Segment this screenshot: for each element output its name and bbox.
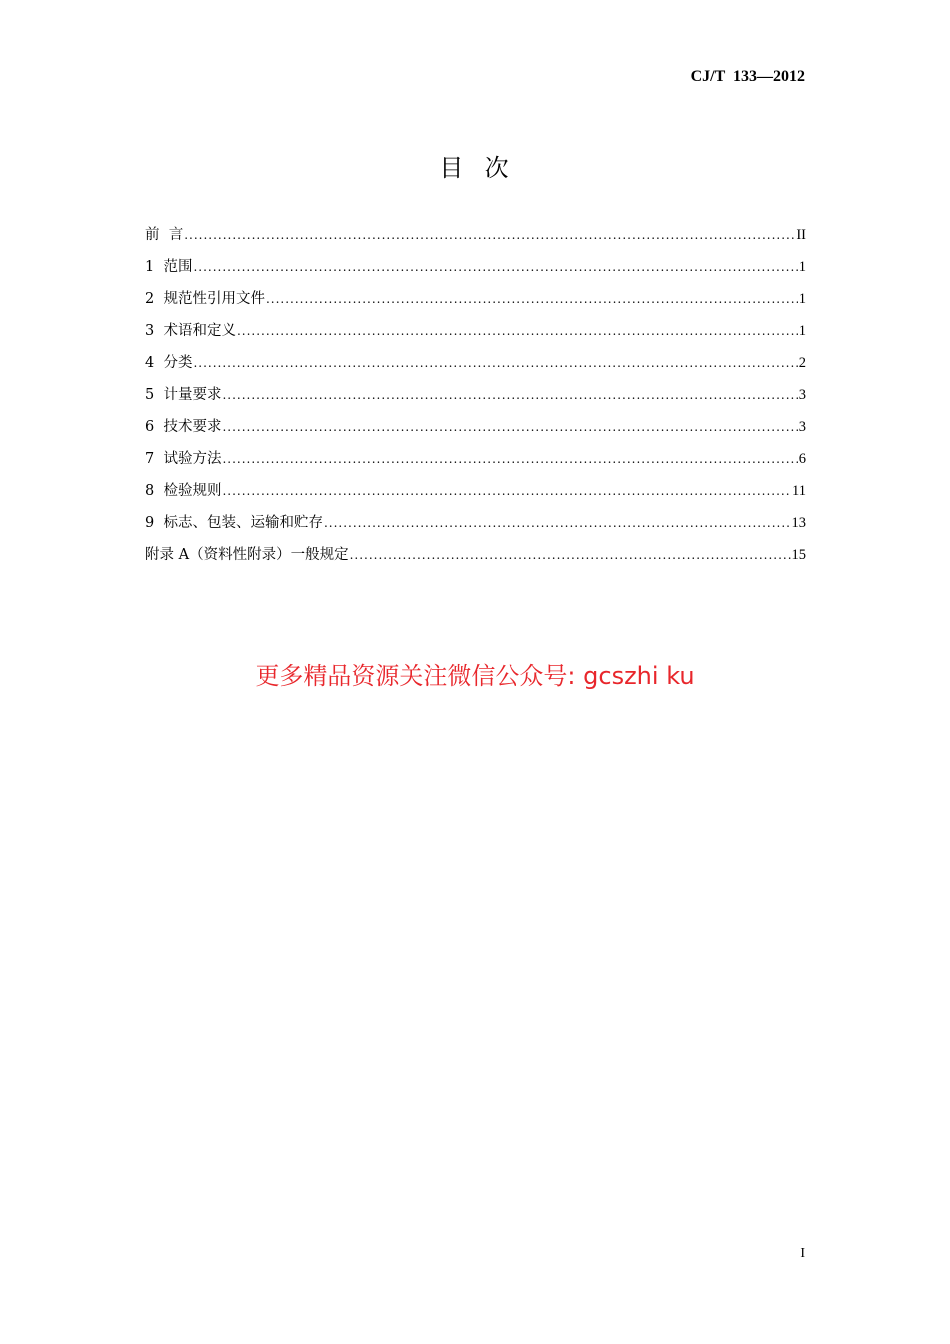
toc-entry-label: 附录 A（资料性附录）一般规定 — [145, 547, 349, 563]
toc-entry-page: 6 — [798, 451, 806, 467]
toc-dot-leader — [222, 384, 797, 406]
promo-text: 更多精品资源关注微信公众号: gcszhi ku — [255, 662, 695, 690]
toc-entry[interactable] — [145, 288, 806, 320]
toc-entry-page: 1 — [798, 291, 806, 307]
toc-entry[interactable] — [145, 224, 806, 256]
toc-entry-page: 3 — [798, 419, 806, 435]
toc-entry-page: 1 — [798, 259, 806, 275]
toc-entry[interactable] — [145, 384, 806, 416]
toc-entry-label: 5 计量要求 — [145, 387, 222, 403]
toc-title: 目 次 — [439, 154, 511, 182]
toc-entry[interactable] — [145, 320, 806, 352]
toc-dot-leader — [237, 320, 798, 342]
toc-entry[interactable] — [145, 512, 806, 544]
toc-entry-label: 8 检验规则 — [145, 483, 222, 499]
toc-entry-label: 3 术语和定义 — [145, 323, 236, 339]
toc-entry-page: 15 — [791, 547, 806, 563]
toc-entry-label: 4 分类 — [145, 355, 193, 371]
toc-entry-label: 9 标志、包装、运输和贮存 — [145, 515, 323, 531]
toc-list — [145, 224, 806, 576]
toc-dot-leader — [324, 512, 791, 534]
toc-entry-page: II — [796, 227, 806, 243]
toc-entry-label: 1 范围 — [145, 259, 193, 275]
toc-entry-page: 2 — [798, 355, 806, 371]
toc-dot-leader — [193, 352, 797, 374]
toc-entry[interactable] — [145, 480, 806, 512]
toc-entry[interactable] — [145, 352, 806, 384]
page-number: I — [800, 1246, 805, 1261]
toc-entry-page: 11 — [792, 483, 806, 499]
toc-entry-page: 1 — [798, 323, 806, 339]
toc-dot-leader — [266, 288, 798, 310]
standard-code: CJ/T 133—2012 — [690, 68, 805, 85]
toc-dot-leader — [193, 256, 797, 278]
toc-entry-label: 6 技术要求 — [145, 419, 222, 435]
toc-dot-leader — [350, 544, 791, 566]
toc-entry-label: 2 规范性引用文件 — [145, 291, 265, 307]
toc-entry[interactable] — [145, 416, 806, 448]
toc-entry-page: 3 — [798, 387, 806, 403]
toc-entry[interactable] — [145, 256, 806, 288]
toc-entry[interactable] — [145, 544, 806, 576]
toc-entry-page: 13 — [791, 515, 806, 531]
toc-dot-leader — [184, 224, 795, 246]
toc-dot-leader — [222, 448, 797, 470]
toc-dot-leader — [222, 416, 797, 438]
toc-dot-leader — [222, 480, 791, 502]
toc-entry-label: 7 试验方法 — [145, 451, 222, 467]
toc-entry[interactable] — [145, 448, 806, 480]
toc-entry-label: 前 言 — [145, 227, 184, 243]
